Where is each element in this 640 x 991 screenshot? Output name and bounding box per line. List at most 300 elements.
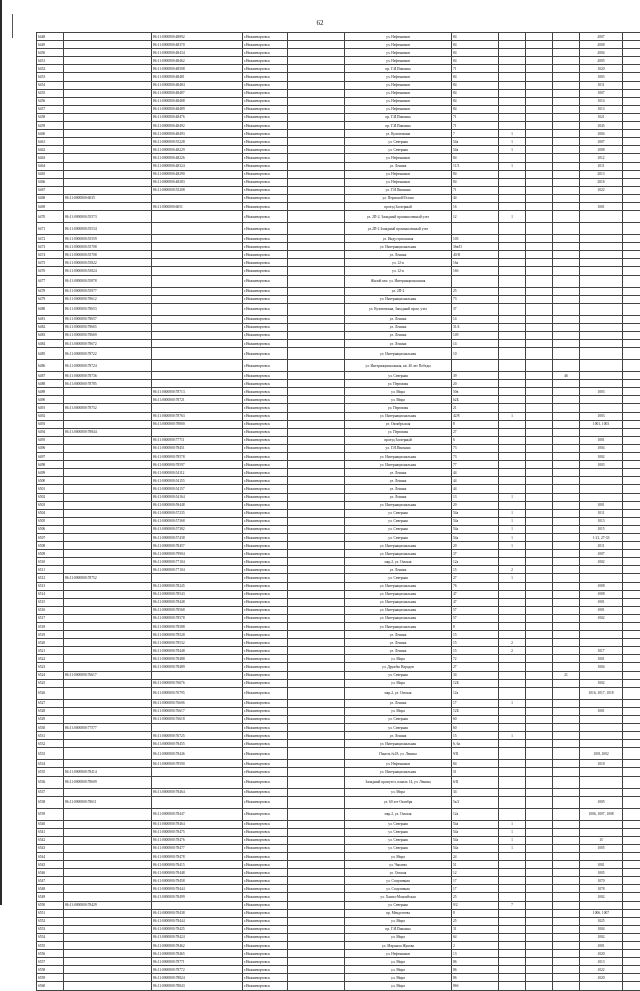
premises-number-cell [580,788,623,796]
premises-number-cell: 1001, 1003 [580,420,623,428]
note-cell [623,828,640,836]
note-cell [623,170,640,178]
city-cell: г.Нижневартовск [243,295,288,303]
house-number-cell: 25 [452,893,499,901]
building-cell [499,73,526,81]
settlement-cell [288,89,345,97]
house-number-cell [452,223,499,235]
floor-cell [553,828,580,836]
floor-cell [553,202,580,210]
street-cell: ул. Интернациональная [345,740,452,748]
floor-cell [553,235,580,243]
premises-number-cell: 1014 [580,97,623,105]
table-row [37,146,640,154]
house-number-cell: 10 [452,348,499,360]
house-number-cell: 24 [452,852,499,860]
premises-number-cell: 1001,1002 [580,748,623,760]
house-number-cell: 8 [452,623,499,631]
cadastral-number-object-cell: 86:11:0000000:48370 [152,41,243,49]
row-number-cell: 6484 [37,340,64,348]
floor-cell [553,933,580,941]
building-cell: 1 [499,509,526,517]
premises-number-cell: 1011 [580,162,623,170]
section-cell [526,623,553,631]
building-cell [499,852,526,860]
table-row [37,388,640,396]
floor-cell [553,186,580,194]
premises-number-cell [580,493,623,501]
cadastral-number-object-cell [152,428,243,436]
city-cell: г.Нижневартовск [243,162,288,170]
city-cell: г.Нижневартовск [243,925,288,933]
table-row [37,113,640,121]
street-cell: пр. Менделеева [345,909,452,917]
cadastral-number-parcel-cell [64,966,152,974]
floor-cell [553,776,580,788]
note-cell [623,877,640,885]
section-cell [526,235,553,243]
table-row [37,420,640,428]
building-cell [499,170,526,178]
settlement-cell [288,469,345,477]
premises-number-cell [580,295,623,303]
house-number-cell: 25 [452,287,499,295]
street-cell: ул. Кузоваткина, Западный пром. узел [345,303,452,315]
table-row [37,340,640,348]
city-cell: г.Нижневартовск [243,671,288,679]
note-cell [623,542,640,550]
city-cell: г.Нижневартовск [243,412,288,420]
building-cell: 1 [499,412,526,420]
table-row [37,861,640,869]
note-cell [623,631,640,639]
cadastral-number-parcel-cell: 86:11:0000000:76617 [64,671,152,679]
section-cell [526,315,553,323]
settlement-cell [288,259,345,267]
section-cell [526,671,553,679]
settlement-cell [288,444,345,452]
house-number-cell: 21 [452,404,499,412]
section-cell [526,542,553,550]
cadastral-number-object-cell: 86:11:0000000:48462 [152,57,243,65]
settlement-cell [288,477,345,485]
building-cell: 2 [499,566,526,574]
cadastral-number-parcel-cell [64,41,152,49]
street-cell: ул. Мира [345,679,452,687]
cadastral-number-parcel-cell: 86:11:0000000:78611 [64,796,152,808]
floor-cell [553,287,580,295]
premises-number-cell: 1011 [580,509,623,517]
building-cell [499,909,526,917]
cadastral-number-object-cell: 86:11:0000000:78588 [152,623,243,631]
cadastral-number-parcel-cell [64,909,152,917]
street-cell: ул.2П-2 Западный промышленный узел [345,223,452,235]
city-cell: г.Нижневартовск [243,542,288,550]
note-cell [623,130,640,138]
table-row [37,138,640,146]
settlement-cell [288,647,345,655]
cadastral-number-parcel-cell [64,760,152,768]
street-cell: ул. Мира [345,388,452,396]
city-cell: г.Нижневартовск [243,235,288,243]
cadastral-number-parcel-cell [64,663,152,671]
premises-number-cell [580,211,623,223]
cadastral-number-object-cell: 86:11:0000000:76606 [152,699,243,707]
city-cell: г.Нижневартовск [243,893,288,901]
cadastral-number-object-cell: 86:11:0000000:77711 [152,436,243,444]
note-cell [623,162,640,170]
floor-cell [553,982,580,990]
table-row [37,178,640,186]
cadastral-number-object-cell: 86:11:0000000:78843 [152,982,243,990]
cadastral-number-parcel-cell [64,828,152,836]
premises-number-cell: 1003 [580,73,623,81]
cadastral-number-object-cell: 86:11:0000000:78578 [152,614,243,622]
city-cell: г.Нижневартовск [243,687,288,699]
floor-cell [553,724,580,732]
building-cell [499,388,526,396]
table-row [37,844,640,852]
note-cell [623,275,640,287]
section-cell [526,687,553,699]
house-number-cell: 17 [452,699,499,707]
settlement-cell [288,436,345,444]
settlement-cell [288,517,345,525]
building-cell [499,655,526,663]
floor-cell [553,925,580,933]
settlement-cell [288,582,345,590]
house-number-cell [452,360,499,372]
settlement-cell [288,113,345,121]
note-cell [623,808,640,820]
settlement-cell [288,251,345,259]
settlement-cell [288,130,345,138]
settlement-cell [288,295,345,303]
row-number-cell: 6509 [37,550,64,558]
table-row [37,707,640,715]
floor-cell [553,909,580,917]
section-cell [526,582,553,590]
floor-cell [553,122,580,130]
note-cell [623,869,640,877]
settlement-cell [288,901,345,909]
section-cell [526,340,553,348]
row-number-cell: 6551 [37,909,64,917]
section-cell [526,303,553,315]
cadastral-number-parcel-cell: 86:11:0000000:78653 [64,303,152,315]
floor-cell [553,477,580,485]
section-cell [526,679,553,687]
floor-cell [553,796,580,808]
city-cell: г.Нижневартовск [243,558,288,566]
section-cell [526,699,553,707]
building-cell [499,41,526,49]
cadastral-number-parcel-cell [64,740,152,748]
premises-number-cell: 15 [580,836,623,844]
building-cell [499,501,526,509]
cadastral-number-object-cell [152,380,243,388]
note-cell [623,243,640,251]
section-cell [526,138,553,146]
building-cell [499,287,526,295]
cadastral-number-object-cell: 86:11:0000000:54155 [152,477,243,485]
floor-cell [553,517,580,525]
table-row [37,598,640,606]
note-cell [623,404,640,412]
house-number-cell: 17 [452,885,499,893]
premises-number-cell: 1001 [580,942,623,950]
building-cell [499,933,526,941]
cadastral-number-object-cell: 86:11:0000000:76618 [152,715,243,723]
cadastral-number-object-cell [152,372,243,380]
city-cell: г.Нижневартовск [243,663,288,671]
settlement-cell [288,925,345,933]
table-row [37,877,640,885]
row-number-cell: 6473 [37,243,64,251]
floor-cell [553,130,580,138]
floor-cell [553,315,580,323]
house-number-cell: 14 [452,340,499,348]
cadastral-number-object-cell: 86:11:0000000:78763 [152,412,243,420]
building-cell [499,485,526,493]
house-number-cell: 54а [452,146,499,154]
table-row [37,461,640,469]
note-cell [623,453,640,461]
street-cell: ул. Интернациональная [345,550,452,558]
street-cell: ул. Мира [345,958,452,966]
table-row [37,154,640,162]
settlement-cell [288,715,345,723]
section-cell [526,420,553,428]
house-number-cell: 84 [452,105,499,113]
building-cell: 1 [499,533,526,541]
note-cell [623,372,640,380]
section-cell [526,485,553,493]
section-cell [526,574,553,582]
premises-number-cell: 2005 [580,57,623,65]
house-number-cell: 12а [452,558,499,566]
house-number-cell: 15 [452,732,499,740]
house-number-cell: 60 [452,715,499,723]
premises-number-cell: 1003 [580,461,623,469]
city-cell: г.Нижневартовск [243,614,288,622]
cadastral-number-object-cell: 86:11:0000000:76617 [152,707,243,715]
floor-cell [553,598,580,606]
cadastral-number-parcel-cell: 86:11:0000000:78752 [64,574,152,582]
row-number-cell: 6448 [37,33,64,41]
premises-number-cell: 1012 [580,154,623,162]
table-row [37,287,640,295]
cadastral-number-parcel-cell [64,105,152,113]
row-number-cell: 6457 [37,105,64,113]
table-row [37,372,640,380]
cadastral-number-object-cell: 86:11:0000000:78800 [152,420,243,428]
premises-number-cell [580,396,623,404]
premises-number-cell: 1001 [580,598,623,606]
cadastral-number-object-cell: 86:11:0000000:78532 [152,639,243,647]
cadastral-number-object-cell: 86:11:0000000:77104 [152,566,243,574]
cadastral-number-object-cell: 86:11:0000000:76676 [152,679,243,687]
floor-cell [553,525,580,533]
note-cell [623,950,640,958]
street-cell: ул. Нефтяников [345,41,452,49]
note-cell [623,223,640,235]
cadastral-number-parcel-cell: 86:11:0000000:55708 [64,251,152,259]
property-register-table [36,32,640,991]
cadastral-number-parcel-cell: 86:11:0000000:55878 [64,275,152,287]
street-cell: ул. Мира [345,933,452,941]
premises-number-cell: 2007 [580,33,623,41]
table-row [37,360,640,372]
building-cell [499,33,526,41]
street-cell: ул. Ленина [345,639,452,647]
floor-cell [553,869,580,877]
house-number-cell: 54а [452,525,499,533]
street-cell: ул. Интернациональная [345,348,452,360]
cadastral-number-parcel-cell: 86:11:0000000:78429 [64,901,152,909]
floor-cell [553,360,580,372]
row-number-cell: 6452 [37,65,64,73]
house-number-cell: 54а [452,517,499,525]
building-cell [499,631,526,639]
premises-number-cell [580,323,623,331]
street-cell: ул. Интернациональная [345,501,452,509]
premises-number-cell: 1007 [580,89,623,97]
row-number-cell: 6532 [37,740,64,748]
floor-cell [553,380,580,388]
cadastral-number-parcel-cell [64,606,152,614]
cadastral-number-object-cell: 86:11:0000000:78457 [152,542,243,550]
section-cell [526,360,553,372]
table-row [37,202,640,210]
house-number-cell: 50в [452,388,499,396]
floor-cell [553,679,580,687]
street-cell: Западный промузел, панель 14, ул. Ленина [345,776,452,788]
floor-cell [553,740,580,748]
house-number-cell: 71 [452,122,499,130]
row-number-cell: 6560 [37,982,64,990]
city-cell: г.Нижневартовск [243,194,288,202]
house-number-cell: 44 [452,485,499,493]
house-number-cell: 84 [452,97,499,105]
floor-cell [553,420,580,428]
cadastral-number-parcel-cell [64,647,152,655]
city-cell: г.Нижневартовск [243,574,288,582]
house-number-cell: 71 [452,65,499,73]
house-number-cell: 39 [452,372,499,380]
building-cell [499,966,526,974]
city-cell: г.Нижневартовск [243,768,288,776]
premises-number-cell: 1078 [580,885,623,893]
street-cell: ул. Северная [345,828,452,836]
table-row [37,323,640,331]
premises-number-cell [580,194,623,202]
street-cell: ул. 2П-2 [345,287,452,295]
note-cell [623,303,640,315]
street-cell: ул. Ленина [345,566,452,574]
building-cell [499,295,526,303]
cadastral-number-parcel-cell [64,699,152,707]
building-cell [499,469,526,477]
premises-number-cell [580,828,623,836]
city-cell: г.Нижневартовск [243,869,288,877]
note-cell [623,663,640,671]
note-cell [623,113,640,121]
floor-cell [553,275,580,287]
row-number-cell: 6475 [37,259,64,267]
row-number-cell: 6489 [37,388,64,396]
floor-cell [553,146,580,154]
row-number-cell: 6518 [37,623,64,631]
note-cell [623,235,640,243]
settlement-cell [288,33,345,41]
settlement-cell [288,687,345,699]
cadastral-number-object-cell [152,194,243,202]
row-number-cell: 6541 [37,828,64,836]
street-cell: ул. Ленина [345,331,452,339]
cadastral-number-parcel-cell [64,89,152,97]
table-row [37,194,640,202]
street-cell: ул. Первомая [345,428,452,436]
settlement-cell [288,315,345,323]
table-row [37,748,640,760]
cadastral-number-parcel-cell [64,885,152,893]
settlement-cell [288,453,345,461]
cadastral-number-object-cell [152,901,243,909]
house-number-cell: 16а [452,259,499,267]
row-number-cell: 6467 [37,186,64,194]
building-cell [499,303,526,315]
premises-number-cell [580,566,623,574]
street-cell: ул. Ленина [345,340,452,348]
section-cell [526,428,553,436]
city-cell: г.Нижневартовск [243,828,288,836]
premises-number-cell [580,380,623,388]
cadastral-number-object-cell [152,323,243,331]
note-cell [623,574,640,582]
building-cell [499,444,526,452]
row-number-cell: 6558 [37,966,64,974]
table-row [37,105,640,113]
city-cell: г.Нижневартовск [243,388,288,396]
table-row [37,469,640,477]
building-cell [499,958,526,966]
premises-number-cell: 1006, 1007, 1008 [580,808,623,820]
row-number-cell: 6454 [37,81,64,89]
note-cell [623,974,640,982]
house-number-cell: 54а [452,844,499,852]
settlement-cell [288,776,345,788]
cadastral-number-object-cell [152,671,243,679]
row-number-cell: 6537 [37,788,64,796]
settlement-cell [288,509,345,517]
floor-cell [553,877,580,885]
note-cell [623,760,640,768]
cadastral-number-parcel-cell [64,420,152,428]
floor-cell [553,631,580,639]
house-number-cell: 11/3 [452,162,499,170]
floor-cell [553,412,580,420]
note-cell [623,533,640,541]
floor-cell [553,958,580,966]
cadastral-number-parcel-cell: 86:11:0000000:6035 [64,194,152,202]
house-number-cell: 51 [452,768,499,776]
row-number-cell: 6472 [37,235,64,243]
note-cell [623,412,640,420]
section-cell [526,776,553,788]
section-cell [526,493,553,501]
table-row [37,453,640,461]
